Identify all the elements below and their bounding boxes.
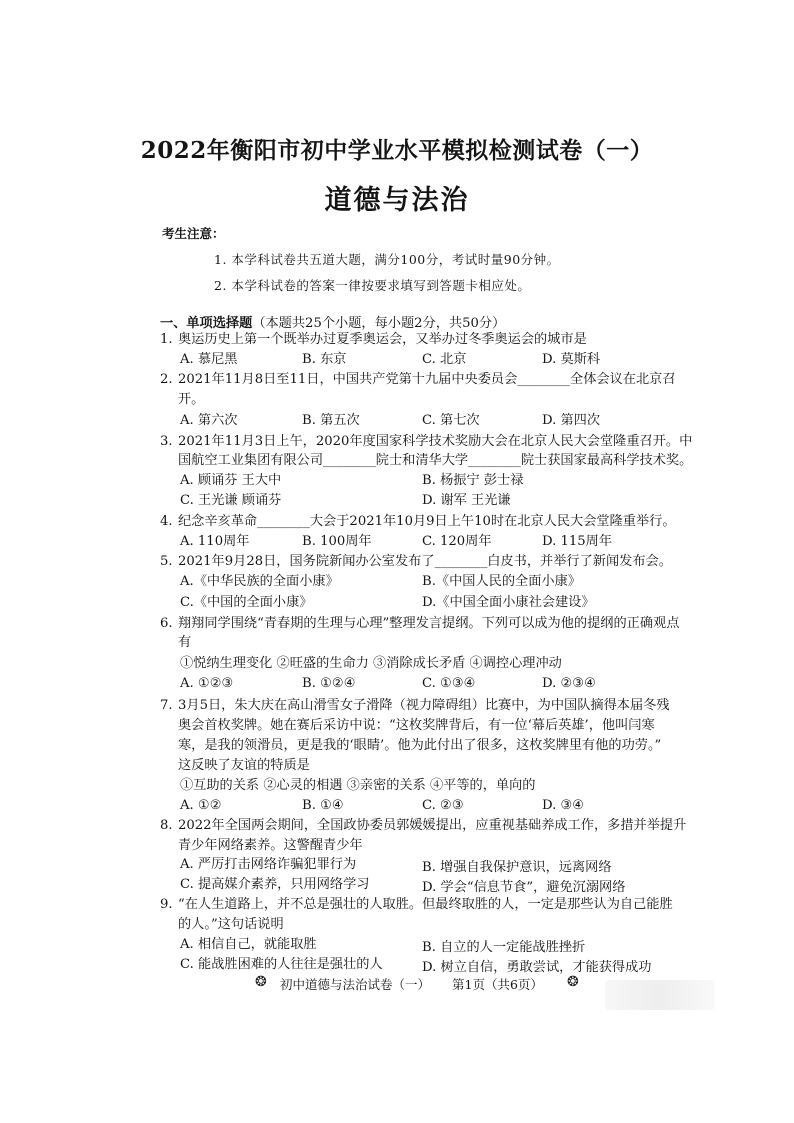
notice-item: 2. 本学科试卷的答案一律按要求填写到答题卡相应处。 — [214, 278, 531, 293]
option-b: B. ①②④ — [302, 676, 356, 691]
option-a: A.《中华民族的全面小康》 — [180, 574, 339, 589]
footer-page-number: 第1页（共6页） — [452, 977, 543, 992]
option-d: D. 莫斯科 — [542, 352, 601, 367]
binding-mark-icon: ❂ — [255, 974, 267, 990]
question-stem: “在人生道路上，并不总是强壮的人取胜。但最终取胜的人，一定是那些认为自己能胜 — [178, 897, 673, 912]
option-a: A. 110周年 — [180, 534, 250, 549]
option-d: D. 学会“信息节食”，避免沉溺网络 — [422, 880, 626, 895]
question-number: 5. — [160, 554, 173, 569]
option-d: D. 谢军 王光谦 — [422, 493, 511, 508]
option-a: A. 第六次 — [180, 413, 238, 428]
question-6 — [160, 614, 679, 634]
notice-item: 1. 本学科试卷共五道大题，满分100分，考试时量90分钟。 — [214, 252, 560, 267]
option-a: A. 相信自己，就能取胜 — [180, 937, 317, 952]
option-c: C. ②③ — [422, 798, 464, 813]
question-9 — [160, 895, 673, 915]
question-stem-cont: 青少年网络素养。这警醒青少年 — [178, 838, 363, 853]
question-stem-cont: 有 — [178, 635, 192, 650]
question-stem-cont: 国航空工业集团有限公司________院士和清华大学________院士获国家最高科学技术奖。 — [178, 453, 693, 468]
exam-title: 2022年衡阳市初中学业水平模拟检测试卷（一） — [140, 137, 654, 164]
option-d: D. ②③④ — [542, 676, 596, 691]
question-number: 6. — [160, 616, 173, 631]
question-stem: 3月5日，朱大庆在高山滑雪女子滑降（视力障碍组）比赛中，为中国队摘得本届冬残 — [178, 698, 670, 713]
question-number: 4. — [160, 514, 173, 529]
question-stem-cont: 这反映了友谊的特质是 — [178, 758, 310, 773]
question-stem-cont: 奥会首枚奖牌。她在赛后采访中说：“这枚奖牌背后，有一位‘幕后英雄’，他叫闫寒 — [178, 718, 655, 733]
option-a: A. 严厉打击网络诈骗犯罪行为 — [180, 857, 357, 872]
scan-smudge — [605, 980, 715, 1010]
option-b: B. 自立的人一定能战胜挫折 — [422, 940, 586, 955]
question-number: 9. — [160, 897, 173, 912]
option-b: B.《中国人民的全面小康》 — [422, 574, 581, 589]
question-stem: 2021年9月28日，国务院新闻办公室发布了________白皮书，并举行了新闻发布会。 — [178, 554, 672, 569]
option-c: C. 北京 — [422, 352, 467, 367]
option-b: B. 杨振宁 彭士禄 — [422, 473, 524, 488]
question-number: 2. — [160, 372, 173, 387]
question-stem: 纪念辛亥革命________大会于2021年10月9日上午10时在北京人民大会堂隆重举行。 — [178, 514, 676, 529]
question-stem: 2022年全国两会期间，全国政协委员郭媛媛提出，应重视基础养成工作，多措并举提升 — [178, 818, 687, 833]
question-stem-cont: 的人。”这句话说明 — [178, 917, 284, 932]
question-stem: 奥运历史上第一个既举办过夏季奥运会，又举办过冬季奥运会的城市是 — [178, 332, 587, 347]
footer-paper-name: 初中道德与法治试卷（一） — [280, 977, 431, 992]
option-b: B. 东京 — [302, 352, 347, 367]
question-number: 8. — [160, 818, 173, 833]
option-a: A. ①② — [180, 798, 222, 813]
option-c: C. 提高媒介素养，只用网络学习 — [180, 877, 370, 892]
subject-title: 道德与法治 — [324, 185, 470, 216]
question-3 — [160, 432, 692, 452]
option-a: A. 慕尼黑 — [180, 352, 238, 367]
question-statements: ①互助的关系 ②心灵的相遇 ③亲密的关系 ④平等的，单向的 — [180, 778, 536, 793]
question-stem-cont: 寒，是我的领滑员，更是我的‘眼睛’。他为此付出了很多，这枚奖牌里有他的功劳。” — [178, 738, 662, 753]
question-number: 7. — [160, 698, 173, 713]
option-c: C.《中国的全面小康》 — [180, 595, 313, 610]
option-b: B. ①④ — [302, 798, 344, 813]
question-number: 1. — [160, 332, 173, 347]
question-stem-cont: 开。 — [178, 392, 205, 407]
option-c: C. ①③④ — [422, 676, 476, 691]
candidate-notice — [162, 224, 560, 294]
notice-heading: 考生注意： — [162, 226, 225, 241]
question-8 — [160, 816, 686, 836]
question-2 — [160, 370, 676, 390]
option-d: D.《中国全面小康社会建设》 — [422, 595, 595, 610]
option-d: D. ③④ — [542, 798, 585, 813]
option-b: B. 增强自我保护意识，远离网络 — [422, 860, 612, 875]
question-5 — [160, 552, 672, 572]
option-d: D. 第四次 — [542, 413, 601, 428]
option-d: D. 树立自信，勇敢尝试，才能获得成功 — [422, 960, 652, 975]
question-number: 3. — [160, 434, 173, 449]
option-a: A. 顾诵芬 王大中 — [180, 473, 282, 488]
question-4 — [160, 512, 676, 532]
section-heading — [160, 312, 505, 331]
option-c: C. 王光谦 顾诵芬 — [180, 493, 282, 508]
question-stem: 2021年11月3日上午，2020年度国家科学技术奖励大会在北京人民大会堂隆重召开。中 — [178, 434, 693, 449]
option-c: C. 120周年 — [422, 534, 492, 549]
question-1 — [160, 330, 587, 350]
question-stem: 2021年11月8日至11日，中国共产党第十九届中央委员会________全体会议在北京召 — [178, 372, 676, 387]
option-c: C. 能战胜困难的人往往是强壮的人 — [180, 957, 383, 972]
section-title: 一、单项选择题 — [160, 316, 253, 331]
option-b: B. 第五次 — [302, 413, 360, 428]
option-a: A. ①②③ — [180, 676, 234, 691]
option-b: B. 100周年 — [302, 534, 372, 549]
option-d: D. 115周年 — [542, 534, 613, 549]
question-7 — [160, 696, 670, 716]
section-note: （本题共25个小题，每小题2分，共50分） — [252, 316, 506, 331]
question-statements: ①悦纳生理变化 ②旺盛的生命力 ③消除成长矛盾 ④调控心理冲动 — [180, 656, 562, 671]
question-stem: 翔翔同学围绕“青春期的生理与心理”整理发言提纲。下列可以成为他的提纲的正确观点 — [178, 616, 680, 631]
option-c: C. 第七次 — [422, 413, 480, 428]
binding-mark-icon: ❂ — [567, 974, 579, 990]
